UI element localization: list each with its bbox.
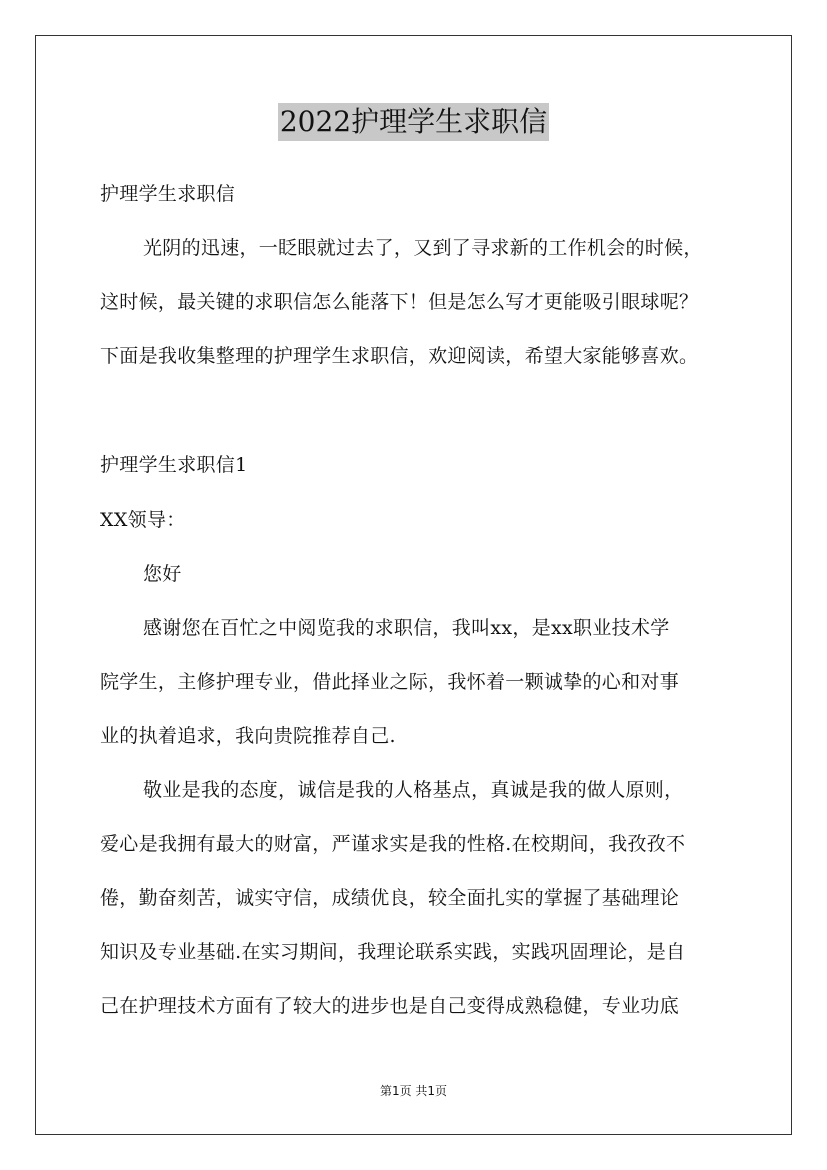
intro-line-1: 光阴的迅速，一眨眼就过去了，又到了寻求新的工作机会的时候， <box>143 237 703 259</box>
paragraph2-line-1: 敬业是我的态度，诚信是我的人格基点，真诚是我的做人原则， <box>143 779 684 801</box>
intro-line-3: 下面是我收集整理的护理学生求职信，欢迎阅读，希望大家能够喜欢。 <box>100 345 699 367</box>
paragraph1-line-1: 感谢您在百忙之中阅览我的求职信，我叫xx，是xx职业技术学 <box>143 617 670 639</box>
title-wrapper <box>0 103 827 141</box>
page-footer: 第1页 共1页 <box>379 1084 448 1098</box>
greeting: 您好 <box>143 563 182 585</box>
paragraph2-line-2: 爱心是我拥有最大的财富，严谨求实是我的性格.在校期间，我孜孜不 <box>100 833 686 855</box>
paragraph2-line-3: 倦，勤奋刻苦，诚实守信，成绩优良，较全面扎实的掌握了基础理论 <box>100 887 680 909</box>
salutation: XX领导： <box>100 509 186 531</box>
paragraph1-line-3: 业的执着追求，我向贵院推荐自己. <box>100 725 396 747</box>
document-heading: 护理学生求职信 <box>100 183 236 205</box>
document-title: 2022护理学生求职信 <box>278 103 549 141</box>
section-title: 护理学生求职信1 <box>100 454 248 476</box>
intro-line-2: 这时候，最关键的求职信怎么能落下！但是怎么写才更能吸引眼球呢？ <box>100 291 699 313</box>
paragraph2-line-5: 己在护理技术方面有了较大的进步也是自己变得成熟稳健，专业功底 <box>100 995 680 1017</box>
paragraph1-line-2: 院学生，主修护理专业，借此择业之际，我怀着一颗诚挚的心和对事 <box>100 671 680 693</box>
paragraph2-line-4: 知识及专业基础.在实习期间，我理论联系实践，实践巩固理论，是自 <box>100 941 686 963</box>
